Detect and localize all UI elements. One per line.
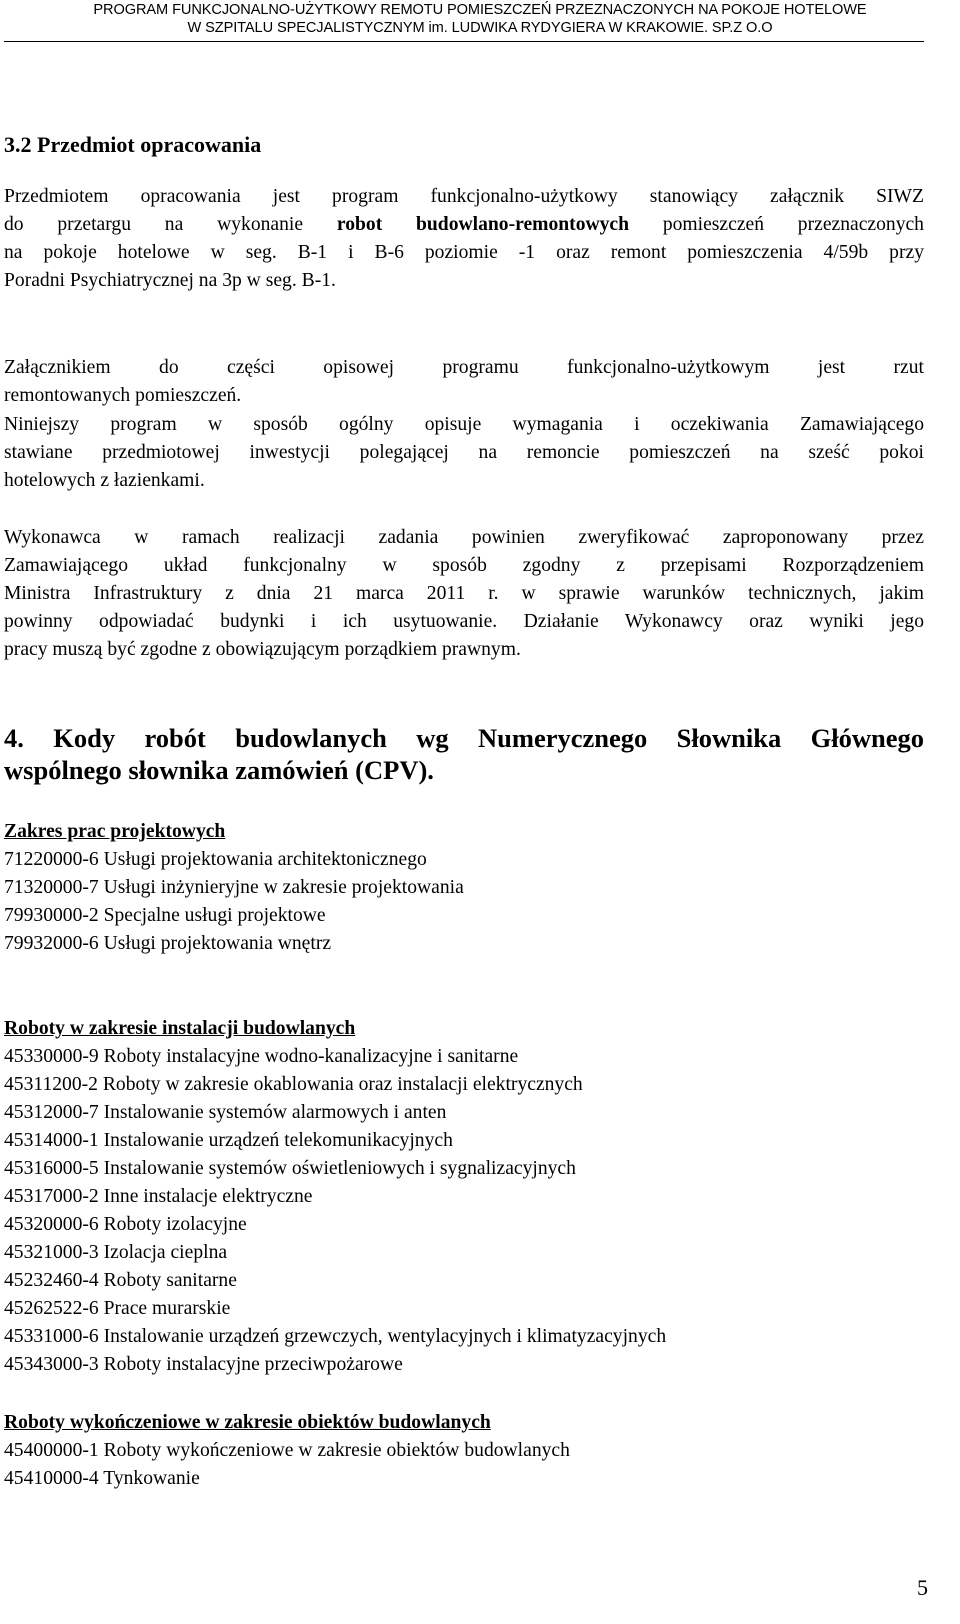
section-4-title-line-2: wspólnego słownika zamówień (CPV). [4, 755, 434, 785]
section-3-2-title: 3.2 Przedmiot opracowania [4, 132, 262, 157]
page-number: 5 [917, 1575, 928, 1600]
cpv-code-item: 45262522-6 Prace murarskie [4, 1298, 231, 1319]
paragraph-line: Przedmiotem opracowania jest program funkcjonalno-użytkowy stanowiący załącznik SIWZ [4, 186, 924, 207]
running-header [0, 2, 960, 37]
header-line-2: W SZPITALU SPECJALISTYCZNYM im. LUDWIKA RYDYGIERA W KRAKOWIE. SP.Z O.O [187, 19, 773, 36]
cpv-group-finishing [4, 1409, 924, 1493]
cpv-code-item: 45343000-3 Roboty instalacyjne przeciwpożarowe [4, 1354, 403, 1375]
cpv-code-item: 45320000-6 Roboty izolacyjne [4, 1214, 247, 1235]
cpv-group-installations [4, 1015, 924, 1379]
cpv-group-title: Roboty w zakresie instalacji budowlanych [4, 1018, 356, 1039]
paragraph-attachment [4, 354, 924, 410]
cpv-code-item: 45316000-5 Instalowanie systemów oświetleniowych i sygnalizacyjnych [4, 1158, 576, 1179]
paragraph-line: stawiane przedmiotowej inwestycji polegającej na remoncie pomieszczeń na sześć pokoi [4, 442, 924, 463]
section-4-title [4, 722, 924, 786]
paragraph-line: na pokoje hotelowe w seg. B-1 i B-6 poziomie -1 oraz remont pomieszczenia 4/59b przy [4, 242, 924, 263]
paragraph-contractor [4, 524, 924, 664]
section-4-title-line-1: 4. Kody robót budowlanych wg Numerycznego Słownika Głównego [4, 723, 924, 753]
header-rule [4, 41, 924, 42]
cpv-code-item: 45331000-6 Instalowanie urządzeń grzewczych, wentylacyjnych i klimatyzacyjnych [4, 1326, 667, 1347]
cpv-code-item: 45312000-7 Instalowanie systemów alarmowych i anten [4, 1102, 447, 1123]
text-run: pomieszczeń przeznaczonych [629, 214, 924, 235]
paragraph-line: remontowanych pomieszczeń. [4, 385, 242, 406]
text-run: do przetargu na wykonanie [4, 214, 337, 235]
cpv-group-title: Roboty wykończeniowe w zakresie obiektów budowlanych [4, 1412, 491, 1433]
paragraph-line: Poradni Psychiatrycznej na 3p w seg. B-1. [4, 270, 336, 291]
paragraph-line: Ministra Infrastruktury z dnia 21 marca 2011 r. w sprawie warunków technicznych, jakim [4, 583, 924, 604]
header-line-1: PROGRAM FUNKCJONALNO-UŻYTKOWY REMOTU POMIESZCZEŃ PRZEZNACZONYCH NA POKOJE HOTELOWE [93, 2, 867, 18]
cpv-code-item: 45400000-1 Roboty wykończeniowe w zakresie obiektów budowlanych [4, 1440, 570, 1461]
paragraph-line [4, 211, 924, 239]
cpv-code-item: 79932000-6 Usługi projektowania wnętrz [4, 933, 332, 954]
paragraph-line: Załącznikiem do części opisowej programu funkcjonalno-użytkowym jest rzut [4, 357, 924, 378]
text-run-bold: robot budowlano-remontowych [336, 214, 630, 235]
cpv-group-title: Zakres prac projektowych [4, 821, 226, 842]
paragraph-line: Zamawiającego układ funkcjonalny w sposób zgodny z przepisami Rozporządzeniem [4, 555, 924, 576]
cpv-code-item: 45410000-4 Tynkowanie [4, 1468, 200, 1489]
cpv-code-item: 45330000-9 Roboty instalacyjne wodno-kanalizacyjne i sanitarne [4, 1046, 519, 1067]
paragraph-line: powinny odpowiadać budynki i ich usytuowanie. Działanie Wykonawcy oraz wyniki jego [4, 611, 924, 632]
paragraph-subject [4, 183, 924, 295]
paragraph-line: hotelowych z łazienkami. [4, 470, 205, 491]
cpv-code-item: 45311200-2 Roboty w zakresie okablowania oraz instalacji elektrycznych [4, 1074, 583, 1095]
paragraph-requirements [4, 411, 924, 495]
cpv-group-design [4, 818, 924, 958]
paragraph-line: Niniejszy program w sposób ogólny opisuje wymagania i oczekiwania Zamawiającego [4, 414, 924, 435]
paragraph-line: pracy muszą być zgodne z obowiązującym porządkiem prawnym. [4, 639, 521, 660]
cpv-code-item: 45232460-4 Roboty sanitarne [4, 1270, 237, 1291]
cpv-code-item: 45321000-3 Izolacja cieplna [4, 1242, 228, 1263]
cpv-code-item: 45314000-1 Instalowanie urządzeń telekomunikacyjnych [4, 1130, 453, 1151]
cpv-code-item: 71220000-6 Usługi projektowania architektonicznego [4, 849, 427, 870]
cpv-code-item: 45317000-2 Inne instalacje elektryczne [4, 1186, 313, 1207]
cpv-code-item: 79930000-2 Specjalne usługi projektowe [4, 905, 326, 926]
cpv-code-item: 71320000-7 Usługi inżynieryjne w zakresie projektowania [4, 877, 464, 898]
paragraph-line: Wykonawca w ramach realizacji zadania powinien zweryfikować zaproponowany przez [4, 527, 924, 548]
